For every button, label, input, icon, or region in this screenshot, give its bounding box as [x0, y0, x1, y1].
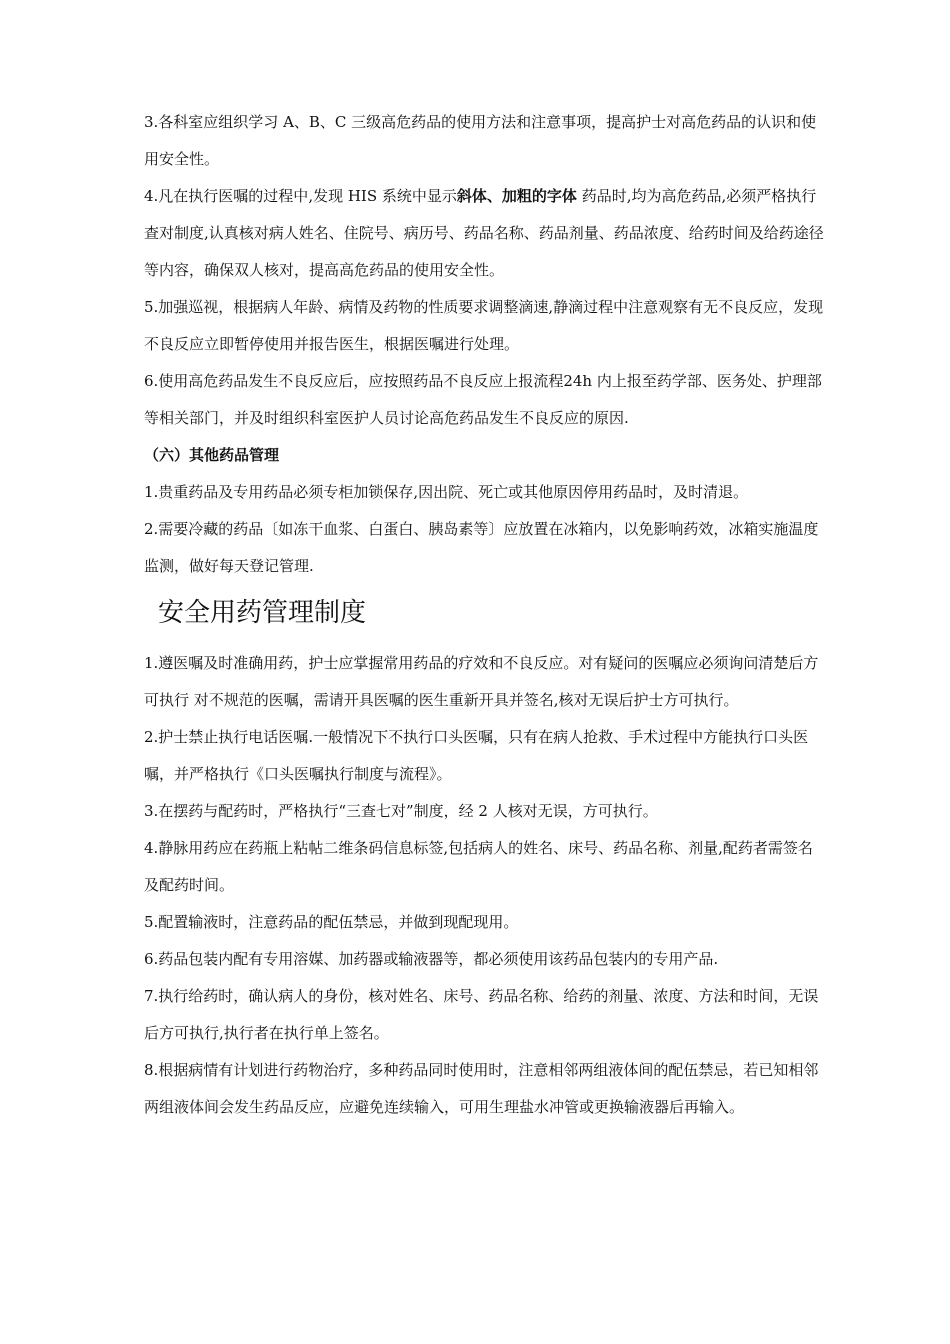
paragraph-high-risk-4-lead: 4.凡在执行医嘱的过程中,发现 HIS 系统中显示 [144, 187, 457, 205]
paragraph-safe-use-2: 2.护士禁止执行电话医嘱.一般情况下不执行口头医嘱，只有在病人抢救、手术过程中方能执行口头医嘱，并严格执行《口头医嘱执行制度与流程》。 [144, 728, 809, 783]
paragraph-safe-use-1: 1.遵医嘱及时准确用药，护士应掌握常用药品的疗效和不良反应。对有疑问的医嘱应必须询问清楚后方可执行 对不规范的医嘱，需请开具医嘱的医生重新开具并签名,核对无误后护士方可执行。 [144, 654, 819, 709]
bold-italic-note: 斜体、加粗的字体 [456, 187, 577, 205]
paragraph-high-risk-6: 6.使用高危药品发生不良反应后，应按照药品不良反应上报流程24h 内上报至药学部、医务处、护理部等相关部门，并及时组织科室医护人员讨论高危药品发生不良反应的原因. [144, 372, 822, 427]
paragraph-high-risk-4 [144, 178, 824, 289]
paragraph-high-risk-3: 3.各科室应组织学习 A、B、C 三级高危药品的使用方法和注意事项，提高护士对高危药品的认识和使用安全性。 [144, 113, 817, 168]
paragraph-safe-use-5: 5.配置输液时，注意药品的配伍禁忌，并做到现配现用。 [144, 913, 519, 931]
paragraph-high-risk-5: 5.加强巡视，根据病人年龄、病情及药物的性质要求调整滴速,静滴过程中注意观察有无不良反应，发现不良反应立即暂停使用并报告医生，根据医嘱进行处理。 [144, 298, 824, 353]
document-body [144, 104, 824, 1126]
paragraph-safe-use-7: 7.执行给药时，确认病人的身份，核对姓名、床号、药品名称、给药的剂量、浓度、方法和时间，无误后方可执行,执行者在执行单上签名。 [144, 987, 819, 1042]
section-heading-other-drugs: （六）其他药品管理 [144, 446, 280, 464]
paragraph-safe-use-8: 8.根据病情有计划进行药物治疗，多种药品同时使用时，注意相邻两组液体间的配伍禁忌，若已知相邻两组液体间会发生药品反应，应避免连续输入，可用生理盐水冲管或更换输液器后再输入。 [144, 1061, 819, 1116]
page-title: 安全用药管理制度 [158, 598, 367, 628]
paragraph-safe-use-6: 6.药品包装内配有专用溶媒、加药器或输液器等，都必须使用该药品包装内的专用产品. [144, 950, 719, 968]
paragraph-other-drugs-2: 2.需要冷藏的药品〔如冻干血浆、白蛋白、胰岛素等〕应放置在冰箱内，以免影响药效，冰箱实施温度监测，做好每天登记管理. [144, 520, 819, 575]
paragraph-high-risk-4-rest: 药品时,均为高危药品,必须严格执行查对制度,认真核对病人姓名、住院号、病历号、药品名称、药品剂量、药品浓度、给药时间及给药途径等内容，确保双人核对，提高高危药品的使用安全性。 [144, 187, 824, 279]
paragraph-other-drugs-1: 1.贵重药品及专用药品必须专柜加锁保存,因出院、死亡或其他原因停用药品时，及时清退。 [144, 483, 749, 501]
paragraph-safe-use-4: 4.静脉用药应在药瓶上粘帖二维条码信息标签,包括病人的姓名、床号、药品名称、剂量,配药者需签名及配药时间。 [144, 839, 813, 894]
paragraph-safe-use-3: 3.在摆药与配药时，严格执行“三查七对”制度，经 2 人核对无误，方可执行。 [144, 802, 658, 820]
